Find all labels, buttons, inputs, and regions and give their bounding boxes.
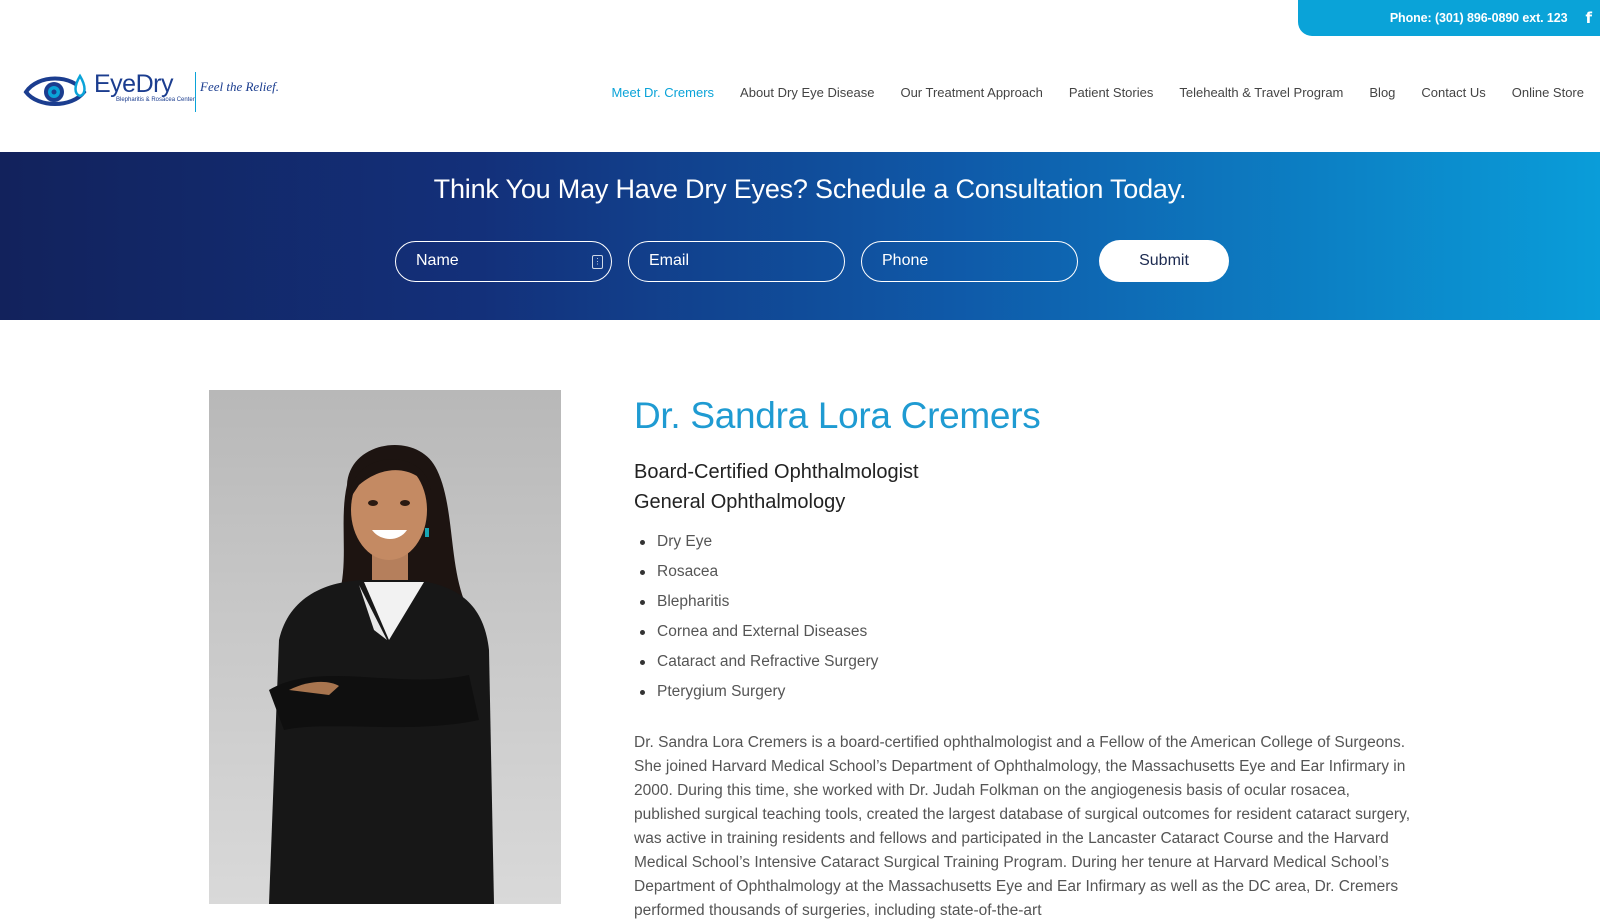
logo-subtitle: Blepharitis & Rosacea Center xyxy=(116,97,195,103)
name-placeholder: Name xyxy=(416,252,459,269)
consultation-banner xyxy=(0,152,1600,320)
profile-content xyxy=(634,395,1414,923)
facebook-icon[interactable]: f xyxy=(1585,9,1592,27)
list-item: Blepharitis xyxy=(640,587,1414,617)
site-logo[interactable] xyxy=(24,68,284,114)
doctor-photo xyxy=(209,390,561,904)
nav-our-treatment-approach[interactable]: Our Treatment Approach xyxy=(900,85,1043,100)
phone-input[interactable] xyxy=(861,241,1078,282)
submit-button[interactable]: Submit xyxy=(1099,240,1229,282)
consultation-form xyxy=(395,240,1229,282)
email-placeholder: Email xyxy=(649,252,690,269)
nav-patient-stories[interactable]: Patient Stories xyxy=(1068,85,1154,100)
nav-contact-us[interactable]: Contact Us xyxy=(1421,85,1486,100)
nav-online-store[interactable]: Online Store xyxy=(1511,85,1584,100)
nav-blog[interactable]: Blog xyxy=(1369,85,1396,100)
doctor-credentials xyxy=(634,457,1414,517)
logo-name: EyeDry xyxy=(94,70,173,98)
email-input[interactable] xyxy=(628,241,845,282)
nav-telehealth-travel-program[interactable]: Telehealth & Travel Program xyxy=(1179,85,1344,100)
logo-divider xyxy=(195,72,196,112)
list-item: Dry Eye xyxy=(640,527,1414,557)
list-item: Pterygium Surgery xyxy=(640,677,1414,707)
nav-meet-dr-cremers[interactable]: Meet Dr. Cremers xyxy=(611,85,715,100)
list-item: Rosacea xyxy=(640,557,1414,587)
specialty-list xyxy=(640,527,1414,707)
credential-board-certified: Board-Certified Ophthalmologist xyxy=(634,461,919,483)
doctor-portrait-image xyxy=(209,390,561,904)
consultation-heading: Think You May Have Dry Eyes? Schedule a Consultation Today. xyxy=(433,174,1187,204)
logo-wordmark xyxy=(94,70,195,103)
phone-number[interactable]: Phone: (301) 896-0890 ext. 123 xyxy=(1389,11,1568,25)
nav-about-dry-eye-disease[interactable]: About Dry Eye Disease xyxy=(740,85,875,100)
doctor-name: Dr. Sandra Lora Cremers xyxy=(634,395,1041,436)
eye-logo-icon xyxy=(24,68,94,114)
logo-tagline: Feel the Relief. xyxy=(200,79,280,94)
credential-general-ophthalmology: General Ophthalmology xyxy=(634,491,846,513)
name-input[interactable] xyxy=(395,241,612,282)
autofill-icon[interactable]: ⋮ xyxy=(592,255,603,269)
list-item: Cornea and External Diseases xyxy=(640,617,1414,647)
doctor-bio: Dr. Sandra Lora Cremers is a board-certified ophthalmologist and a Fellow of the American College of Surgeons. She joined Harvard Medical School’s Department of Ophthalmology, the Massachusetts Eye and Ear Infirmary in 2000. During this time, she worked with Dr. Judah Folkman on the angiogenesis basis of ocular rosacea, published surgical teaching tools, created the largest database of surgical outcomes for resident cataract surgery, was active in training residents and fellows and participated in the Lancaster Cataract Course and the Harvard Medical School’s Intensive Cataract Surgical Training Program. During her tenure at Harvard Medical School’s Department of Ophthalmology at the Massachusetts Eye and Ear Infirmary as well as the DC area, Dr. Cremers performed thousands of surgeries, including state-of-the-art xyxy=(634,734,1410,919)
list-item: Cataract and Refractive Surgery xyxy=(640,647,1414,677)
top-contact-bar xyxy=(1298,0,1600,36)
main-nav xyxy=(585,85,1584,100)
phone-placeholder: Phone xyxy=(882,252,929,269)
